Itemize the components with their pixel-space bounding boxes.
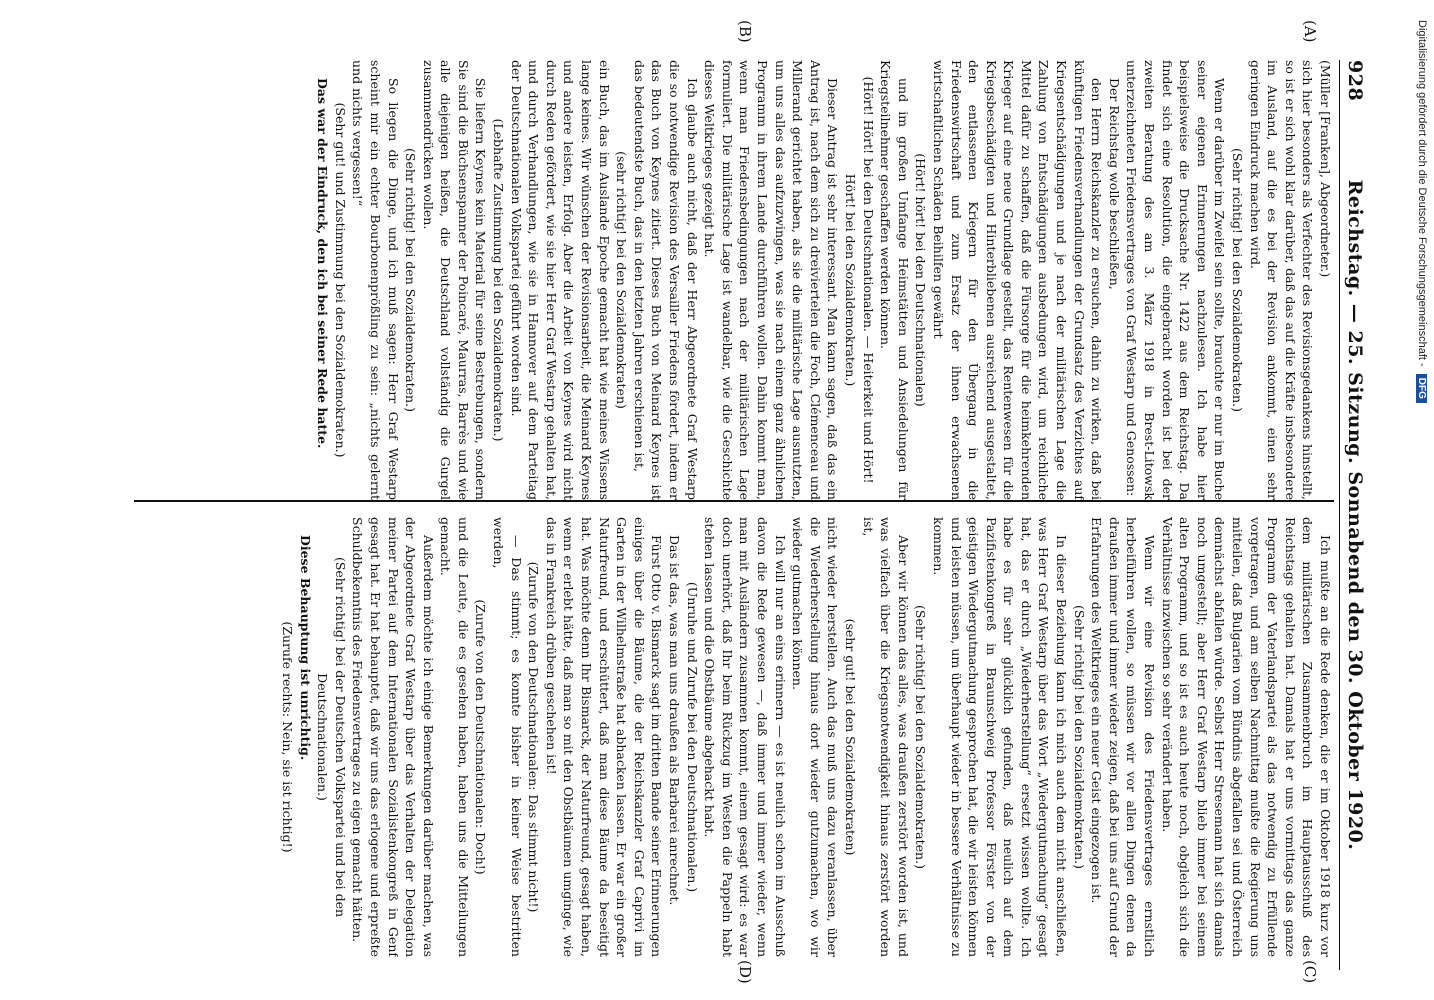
column-divider — [134, 500, 1334, 502]
paragraph: Dieser Antrag ist sehr interessant. Man kann sagen, daß das ein Antrag ist, nach dem sich zu dreiviertelen die Foch, Clémenceau und Millerand gerichtet haben, als sie die militärische Lage ausnutzten, um uns alles das aufzuzwingen, was sie nach einem ganz ähnlichen Programm in ihrem Lande durchführen wollen. Dahin kommt man, wenn man Friedensbedingungen nach der militärischen Lage formuliert. Die militärische Lage ist wandelbar, wie die Geschichte dieses Weltkrieges gezeigt hat. — [702, 60, 841, 500]
interjection: (Unruhe und Zurufe bei den Deutschnationalen.) — [684, 581, 700, 893]
paragraph: ein Buch, das im Auslande Epoche gemacht hat wie meines Wissens lange keines. Wir wünschen der Revisionsarbeit, die Meinard Keynes und andere leisten, Erfolg. Aber die Arbeit von Keynes wird nicht durch Reden gefördert, wie sie hier Herr Graf Westarp gehalten hat, und durch Verhandlungen, wie sie in Hannover auf dem Parteitag der Deutschnationalen Volkspartei geführt worden sind. — [508, 60, 612, 500]
interjection: (Sehr richtig! bei den Sozialdemokraten.) — [1071, 605, 1087, 869]
paragraph: und im großen Umfange Heimstätten und Ansiedelungen für Kriegsteilnehmer geschaffen werden können. — [878, 60, 911, 500]
left-column — [214, 60, 1334, 500]
interjection: (Sehr richtig! bei den Sozialdemokraten.) — [403, 148, 419, 412]
paragraph: Aber wir können das alles, was draußen zerstört worden ist, und was vielfach über die Kriegsnotwendigkeit hinaus zerstört worden ist, — [860, 517, 911, 957]
quoted-resolution: den Herrn Reichskanzler zu ersuchen, dahin zu wirken, daß bei künftigen Friedensverhandlungen der Grundsatz des Verzichtes auf Kriegsentschädigungen und je nach der militärischen Lage die Zahlung von Entschädigungen ausbedungen wird, um reichliche Mittel dafür zu schaffen, daß die Fürsorge für die heimkehrenden Krieger auf eine neue Grundlage gestellt, das Rentenwesen für die Kriegsbeschädigten und Hinterbliebenen ausreichend ausgestaltet, den entlassenen Kriegern für den Übergang in die Friedenswirtschaft und zum Ersatz der ihnen erwachsenen wirtschaftlichen Schäden Beihilfen gewährt — [930, 60, 1105, 500]
speaker-line: (Müller [Franken], Abgeordneter.) — [1318, 60, 1333, 278]
paragraph: Ich glaube auch nicht, daß der Herr Abgeordnete Graf Westarp die so notwendige Revision des Versailler Friedens fördert, indem er das Buch von Keynes zitiert. Dieses Buch von Meinard Keynes ist das bedeutendste Buch, das in den letzten Jahren erschienen ist, — [631, 60, 700, 500]
margin-marker-a: (A) — [1301, 20, 1319, 43]
paragraph: Außerdem möchte ich einige Bemerkungen darüber machen, was der Abgeordnete Graf Westarp über das Verhalten der Delegation meiner Partei auf dem Internationalen Sozialistenkongreß in Genf gesagt hat. Er hat behauptet, daß wir uns das erlogene und erpreßte Schuldbekenntnis des Friedensvertrages zu eigen gemacht hätten. — [350, 517, 436, 957]
interjection: (Hört! hört! bei den Deutschnationalen) — [913, 153, 929, 407]
interjection: (Hört! Hört! bei den Deutschnationalen. — Heiterkeit und Hört! Hört! bei den Sozialdemokraten.) — [842, 76, 876, 484]
interjection: (sehr gut! bei den Sozialdemokraten) — [842, 618, 858, 856]
paragraph: Das war der Eindruck, den ich bei seiner Rede hatte. — [315, 78, 331, 449]
interjection: (Sehr richtig! bei der Deutschen Volkspartei und bei den Deutschnationalen.) — [315, 556, 348, 918]
paragraph: und die Leute, die es gesehen haben, haben uns die Mitteilungen gemacht. — [438, 517, 471, 957]
credit-text: Digitalisierung gefördert durch die Deutsche Forschungsgemeinschaft - — [1416, 20, 1428, 367]
paragraph: Diese Behauptung ist unrichtig. — [297, 535, 313, 761]
page-title: Reichstag. — 25. Sitzung. Sonnabend den 30. Oktober 1920. — [1344, 179, 1366, 851]
paragraph: So liegen die Dinge, und ich muß sagen: Herr Graf Westarp scheint mir ein echter Bourbonenprößling zu sein: „nichts gelernt und nichts vergessen!“ — [350, 60, 401, 500]
paragraph: Ich will nur an eins erinnern — es ist neulich schon im Ausschuß davon die Rede gewesen —, daß immer und immer wieder, wenn man mit Ausländern zusammen kommt, einem gesagt wird: es war doch unerhört, daß Ihr beim Rückzug im Westen die Pappeln habt stehen lassen und die Obstbäume abgehackt habt. — [702, 517, 788, 957]
paragraph: nicht wieder herstellen. Auch das muß uns dazu veranlassen, über die Wiederherstellung hinaus dort wieder gutzumachen, wo wir wieder gutmachen können. — [790, 517, 841, 957]
paragraph: In dieser Beziehung kann ich mich auch dem nicht anschließen, was Herr Graf Westarp über das Wort „Wiedergutmachung“ gesagt hat, das er durch „Wiederherstellung“ ersetzt wissen wollte. Ich habe es für sehr glücklich gefunden, daß neulich auf dem Pazifistenkongreß in Braunschweig Professor Förster von der geistigen Wiedergutmachung gesprochen hat, die wir leisten können und leisten müssen, um überhaupt wieder in bessere Verhältnisse zu kommen. — [930, 517, 1070, 957]
paragraph: Wenn wir eine Revision des Friedensvertrages ernstlich herbeiführen wollen, so müssen wir vor allen Dingen denen da draußen immer und immer wieder zeigen, daß bei uns auf Grund der Erfahrungen des Weltkrieges ein neuer Geist eingezogen ist. — [1089, 517, 1158, 957]
paragraph: Fürst Otto v. Bismarck sagt im dritten Bande seiner Erinnerungen einiges über die Bäume, die der Reichskanzler Graf Caprivi im Garten in der Wilhelmstraße hat abhacken lassen. Er war ein großer Naturfreund, und erschüttert, daß man diese Bäume da beseitigt hat. Was möchte denn Ihr Bismarck, der Naturfreund, gesagt haben, wenn er erlebt hätte, daß man so mit den Obstbäumen umginge, wie das in Frankreich drüben geschehen ist! — [543, 517, 665, 957]
margin-marker-c: (C) — [1301, 960, 1319, 984]
paragraph: — Das stimmt; es konnte bisher in keiner Weise bestritten werden, — [491, 517, 524, 957]
margin-marker-d: (D) — [736, 960, 754, 984]
paragraph: sich hier besonders als Verfechter des Revisionsgedankens hinstellt, so ist er sich wohl klar darüber, daß das auf die Kräfte insbesondere im Ausland, auf die es bei der Revision ankommt, einen sehr geringen Eindruck machen wird. — [1247, 60, 1316, 500]
paragraph: Das ist das, was man uns draußen als Barbarei anrechnet. — [667, 535, 683, 906]
newspaper-page — [34, 0, 1434, 1000]
interjection: (Zurufe rechts: Nein, sie ist richtig!) — [279, 621, 295, 853]
interjection: (Sehr gut! und Zustimmung bei den Sozialdemokraten.) — [332, 102, 348, 458]
paragraph: Sie liefern Keynes kein Material für seine Bestrebungen, sondern Sie sind die Büchsenspanner der Poincaré, Maurras, Barrès und wie alle diejenigen heißen, die Deutschland vollständig die Gurgel zusammendrücken wollen. — [420, 60, 489, 500]
interjection: (Zurufe von den Deutschnationalen: Das stimmt nicht!) — [526, 561, 542, 913]
page-header — [1339, 60, 1366, 970]
interjection: (Lebhafte Zustimmung bei den Sozialdemokraten.) — [491, 118, 507, 442]
interjection: (Sehr richtig! bei den Sozialdemokraten.) — [1230, 148, 1246, 412]
interjection: (sehr richtig! bei den Sozialdemokraten) — [614, 151, 630, 409]
right-column — [214, 517, 1334, 957]
paragraph: Wenn er darüber im Zweifel sein sollte, brauchte er nur im Buche seiner eigenen Erinnerungen nachzulesen. Ich habe hier beispielsweise die Drucksache Nr. 1422 aus dem Reichstag. Da findet sich eine Resolution, die eingebracht worden ist bei der zweiten Beratung des am 3. März 1918 in Brest-Litowsk unterzeichneten Friedensvertrages von Graf Westarp und Genossen: — [1124, 60, 1228, 500]
interjection: (Zurufe von den Deutschnationalen: Doch!) — [473, 599, 489, 875]
margin-marker-b: (B) — [736, 20, 754, 43]
paragraph: Der Reichstag wolle beschließen, — [1106, 78, 1122, 290]
dfg-logo: DFG — [1416, 374, 1427, 403]
interjection: (Sehr richtig! bei den Sozialdemokraten.) — [913, 605, 929, 869]
digitization-credit — [1414, 20, 1432, 980]
paragraph: Ich mußte an die Rede denken, die er im Oktober 1918 kurz vor dem militärischen Zusammenbruch im Hauptausschuß des Reichstags gehalten hat. Damals hat er uns vormittags das ganze Programm der Vaterlandspartei als das notwendig zu Erfüllende vorgetragen, und am selben Nachmittag mußte die Regierung uns mitteilen, daß Bulgarien vom Bündnis abgefallen sei und Österreich demnächst abfallen würde. Selbst Herr Stresemann hat sich damals noch umgestellt; aber Herr Graf Westarp blieb immer bei seinem alten Programm, und so ist es auch heute noch, obgleich sich die Verhältnisse inzwischen so sehr verändert haben. — [1159, 517, 1333, 957]
page-number: 928 — [1344, 60, 1366, 102]
